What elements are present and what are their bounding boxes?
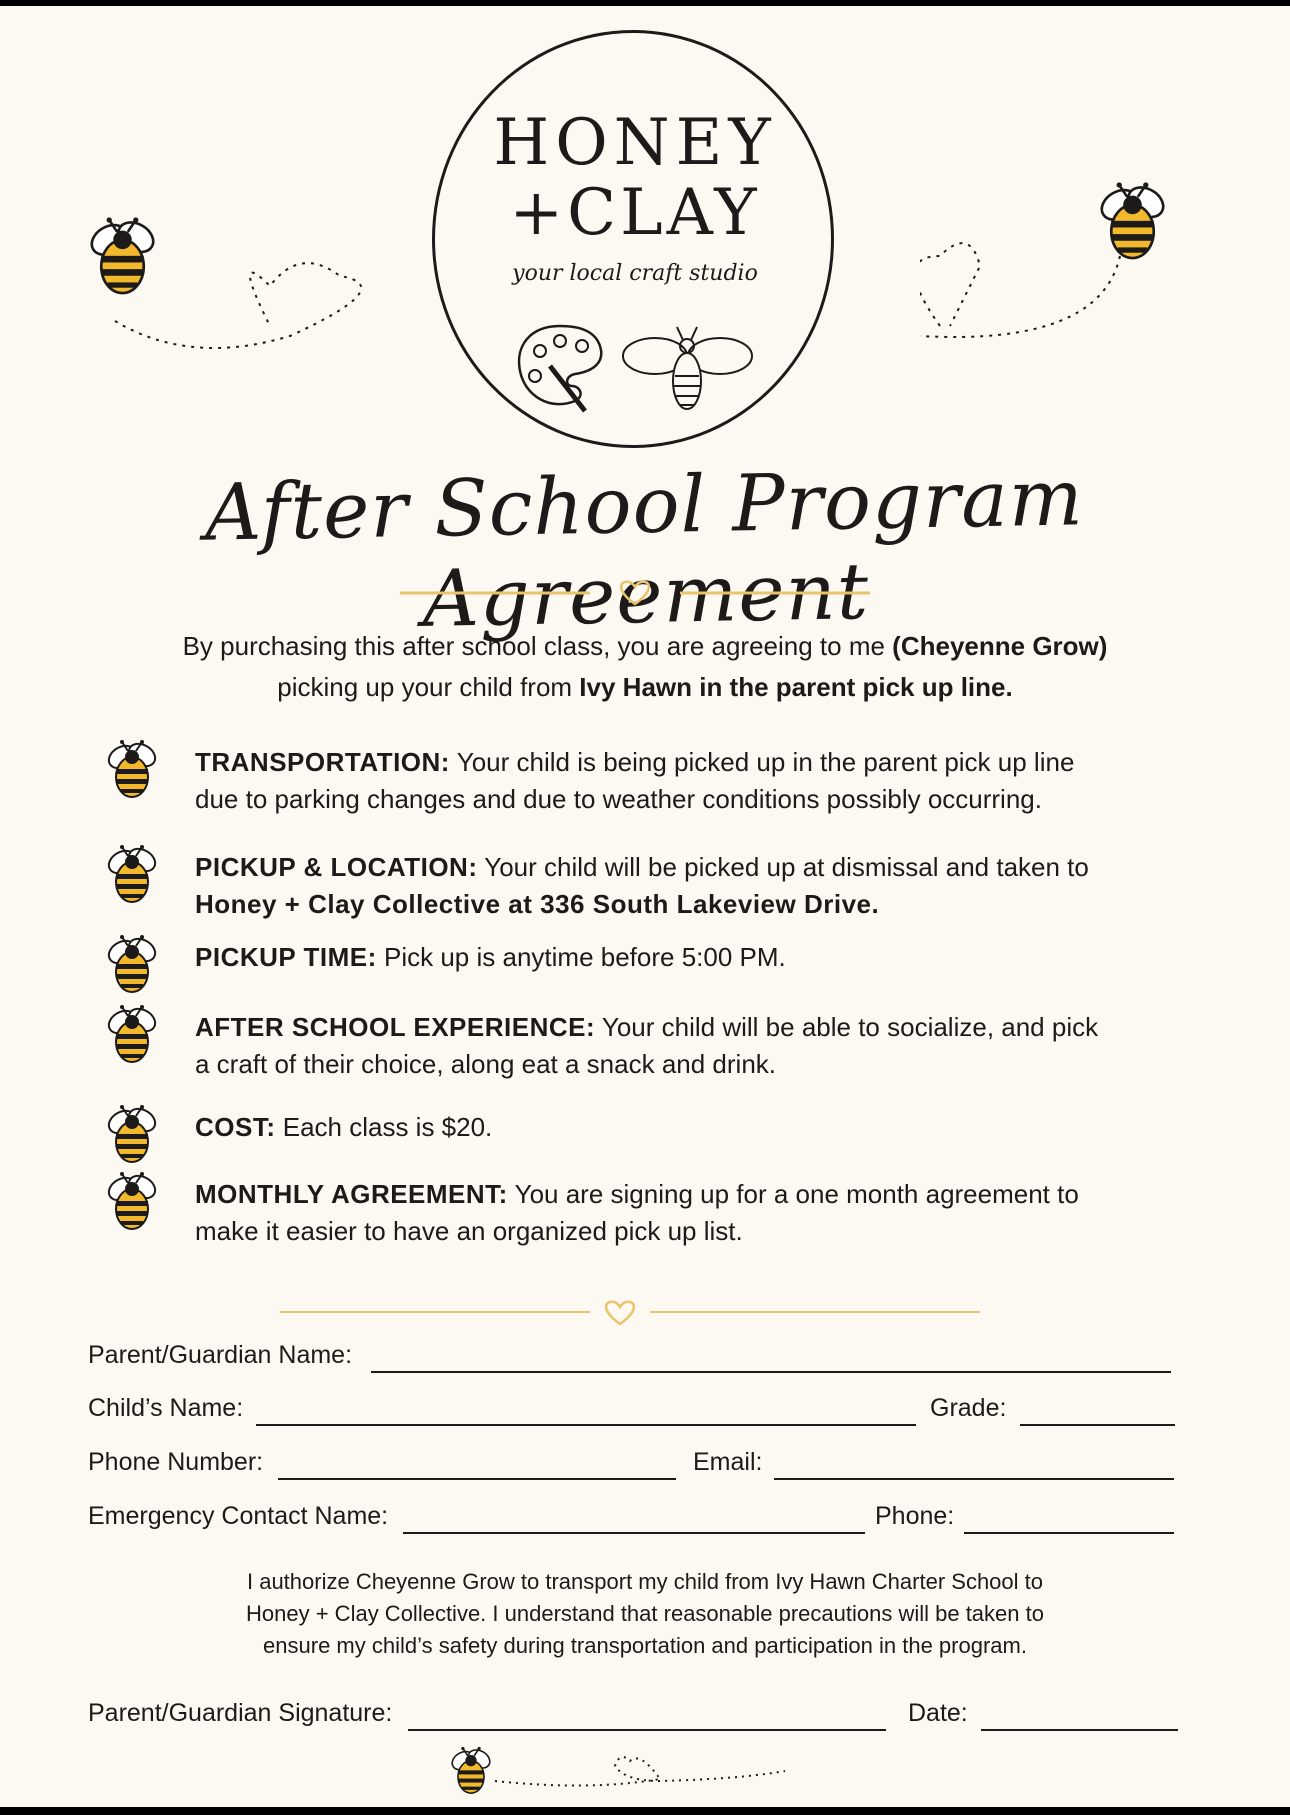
logo-bee-icon [620, 321, 755, 416]
logo-clay: +CLAY [509, 176, 761, 250]
date-field[interactable] [981, 1729, 1178, 1731]
item-text: Your child will be picked up at dismissal and taken to [484, 852, 1089, 882]
heart-divider-middle [280, 1296, 980, 1328]
parent-name-label: Parent/Guardian Name: [88, 1341, 353, 1369]
email-label: Email: [693, 1448, 763, 1476]
bee-icon [100, 1171, 164, 1235]
child-name-label: Child’s Name: [88, 1394, 244, 1422]
item-text: Your child will be able to socialize, and pick [601, 1012, 1099, 1042]
emergency-phone-label: Phone: [875, 1502, 955, 1530]
logo-tagline: your local craft studio [512, 261, 758, 286]
bee-icon [100, 739, 164, 803]
authorization-text [180, 1566, 1110, 1662]
emergency-contact-field[interactable] [403, 1532, 865, 1534]
intro-paragraph [130, 626, 1160, 708]
paint-palette-icon [510, 316, 610, 416]
intro-text-2: picking up your child from [277, 672, 580, 702]
item-label: MONTHLY AGREEMENT: [195, 1179, 508, 1209]
form-row-contact [88, 1448, 1178, 1488]
agreement-page [0, 6, 1290, 1807]
child-name-field[interactable] [256, 1424, 916, 1426]
page-title: After School Program Agreement [204, 453, 1085, 645]
emergency-phone-field[interactable] [964, 1532, 1174, 1534]
bee-icon [100, 844, 164, 908]
intro-location: Ivy Hawn in the parent pick up line. [579, 672, 1013, 702]
authorization-line-2: Honey + Clay Collective. I understand that reasonable precautions will be taken to [246, 1601, 1044, 1626]
emergency-contact-label: Emergency Contact Name: [88, 1502, 389, 1530]
item-text-2: due to parking changes and due to weather conditions possibly occurring. [195, 784, 1042, 814]
bee-icon [100, 1004, 164, 1068]
email-field[interactable] [774, 1478, 1174, 1480]
intro-text-1: By purchasing this after school class, you are agreeing to me [182, 631, 893, 661]
item-text-2: Honey + Clay Collective at 336 South Lakeview Drive. [195, 889, 880, 919]
decorative-bee-right-icon [920, 176, 1190, 366]
item-text: Each class is $20. [282, 1112, 493, 1142]
grade-label: Grade: [930, 1394, 1007, 1422]
parent-name-field[interactable] [371, 1371, 1171, 1373]
authorization-line-1: I authorize Cheyenne Grow to transport my child from Ivy Hawn Charter School to [246, 1569, 1043, 1594]
item-label: AFTER SCHOOL EXPERIENCE: [195, 1012, 596, 1042]
form-row-signature [88, 1699, 1178, 1739]
item-text: You are signing up for a one month agreement to [514, 1179, 1079, 1209]
intro-name: (Cheyenne Grow) [892, 631, 1108, 661]
item-label: PICKUP TIME: [195, 942, 377, 972]
form-row-child [88, 1394, 1178, 1434]
decorative-bee-bottom-icon [440, 1741, 790, 1803]
item-text-2: a craft of their choice, along eat a snack and drink. [195, 1049, 777, 1079]
form-row-parent [88, 1341, 1178, 1381]
item-label: TRANSPORTATION: [195, 747, 450, 777]
decorative-bee-left-icon [70, 206, 370, 386]
phone-number-label: Phone Number: [88, 1448, 264, 1476]
signature-field[interactable] [408, 1729, 886, 1731]
authorization-line-3: ensure my child’s safety during transportation and participation in the program. [263, 1633, 1027, 1658]
grade-field[interactable] [1020, 1424, 1175, 1426]
bee-icon [100, 1104, 164, 1168]
form-row-emergency [88, 1502, 1178, 1542]
heart-divider-top [400, 578, 870, 608]
item-label: PICKUP & LOCATION: [195, 852, 478, 882]
logo-honey: HONEY [493, 106, 777, 180]
phone-number-field[interactable] [278, 1478, 676, 1480]
item-text-2: make it easier to have an organized pick up list. [195, 1216, 743, 1246]
bee-icon [100, 934, 164, 998]
item-text: Pick up is anytime before 5:00 PM. [384, 942, 786, 972]
signature-label: Parent/Guardian Signature: [88, 1699, 393, 1727]
date-label: Date: [908, 1699, 968, 1727]
item-label: COST: [195, 1112, 276, 1142]
item-text: Your child is being picked up in the parent pick up line [456, 747, 1075, 777]
